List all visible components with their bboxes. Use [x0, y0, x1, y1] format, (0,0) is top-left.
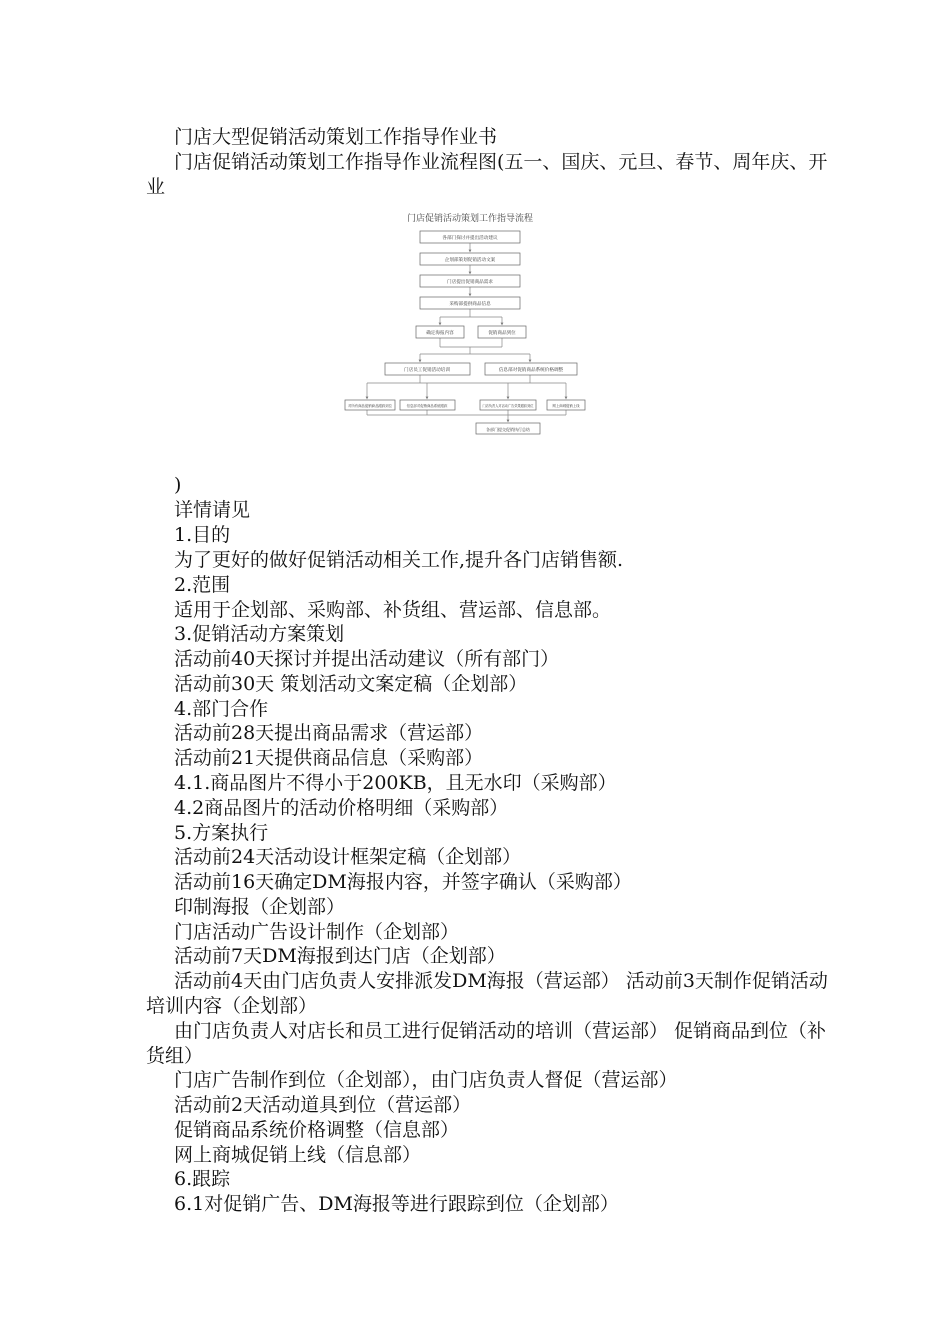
body-line: 印制海报（企划部） — [174, 896, 346, 918]
body-line: 4.1.商品图片不得小于200KB，且无水印（采购部） — [174, 772, 617, 794]
body-line: 2.范围 — [174, 574, 231, 596]
body-line: 门店活动广告设计制作（企划部） — [174, 921, 460, 943]
flow-node-label: 网上商城促销上线 — [552, 404, 580, 408]
flow-node-label: 信息部对促销商品系统价格调整 — [498, 368, 564, 373]
see-detail-text: 详情请见 — [174, 499, 251, 521]
body-line: 4.部门合作 — [174, 698, 269, 720]
flow-node-label: 信息部对促销商品系统跟踪 — [406, 404, 448, 408]
body-line: 3.促销活动方案策划 — [174, 623, 345, 645]
flow-node-label: 门店员工促销活动培训 — [404, 368, 450, 373]
body-line: 由门店负责人对店长和员工进行促销活动的培训（营运部） 促销商品到位（补货组） — [146, 1020, 827, 1067]
body-line: 1.目的 — [174, 524, 231, 546]
body-line: 活动前40天探讨并提出活动建议（所有部门） — [174, 648, 560, 670]
flow-node-label: 门店提出促销商品需求 — [447, 280, 493, 285]
body-line: 活动前24天活动设计框架定稿（企划部） — [174, 846, 522, 868]
flow-node-label: 对所有商品促销商品跟踪到位 — [347, 404, 393, 408]
flowchart-diagram — [340, 207, 600, 437]
flow-node-label: 门店负责人对活动广告效果跟踪到位 — [482, 404, 534, 408]
body-line: 活动前4天由门店负责人安排派发DM海报（营运部） 活动前3天制作促销活动培训内容（企划部） — [146, 970, 828, 1017]
flowchart-heading: 门店促销活动策划工作指导作业流程图(五一、国庆、元旦、春节、周年庆、开业 — [146, 151, 828, 198]
body-line: 活动前30天 策划活动文案定稿（企划部） — [174, 673, 528, 695]
body-line: 活动前2天活动道具到位（营运部） — [174, 1094, 472, 1116]
close-paren: ) — [174, 474, 182, 496]
body-line: 活动前16天确定DM海报内容，并签字确认（采购部） — [174, 871, 632, 893]
flow-node-label: 各部门探讨并提出活动建议 — [442, 236, 498, 241]
body-line: 门店广告制作到位（企划部），由门店负责人督促（营运部） — [174, 1069, 678, 1091]
document-title: 门店大型促销活动策划工作指导作业书 — [174, 126, 498, 148]
flow-node-label: 确定海报内容 — [426, 331, 454, 336]
body-line: 为了更好的做好促销活动相关工作,提升各门店销售额. — [174, 549, 624, 571]
body-line: 5.方案执行 — [174, 822, 269, 844]
flow-node-label: 采购部提供商品信息 — [449, 302, 491, 307]
body-line: 活动前7天DM海报到达门店（企划部） — [174, 945, 506, 967]
body-line: 6.跟踪 — [174, 1168, 231, 1190]
flow-node-label: 企划部策划促销活动文案 — [444, 258, 496, 263]
body-line: 6.1对促销广告、DM海报等进行跟踪到位（企划部） — [174, 1193, 619, 1215]
body-line: 活动前21天提供商品信息（采购部） — [174, 747, 484, 769]
body-line: 4.2商品图片的活动价格明细（采购部） — [174, 797, 509, 819]
body-line: 网上商城促销上线（信息部） — [174, 1144, 422, 1166]
flow-node-label: 各部门提交促销执行总结 — [486, 427, 530, 432]
body-line: 活动前28天提出商品需求（营运部） — [174, 722, 484, 744]
body-line: 适用于企划部、采购部、补货组、营运部、信息部。 — [174, 599, 612, 621]
flow-node-label: 促销商品到位 — [488, 331, 516, 336]
flowchart-title: 门店促销活动策划工作指导流程 — [406, 214, 534, 224]
body-line: 促销商品系统价格调整（信息部） — [174, 1119, 460, 1141]
